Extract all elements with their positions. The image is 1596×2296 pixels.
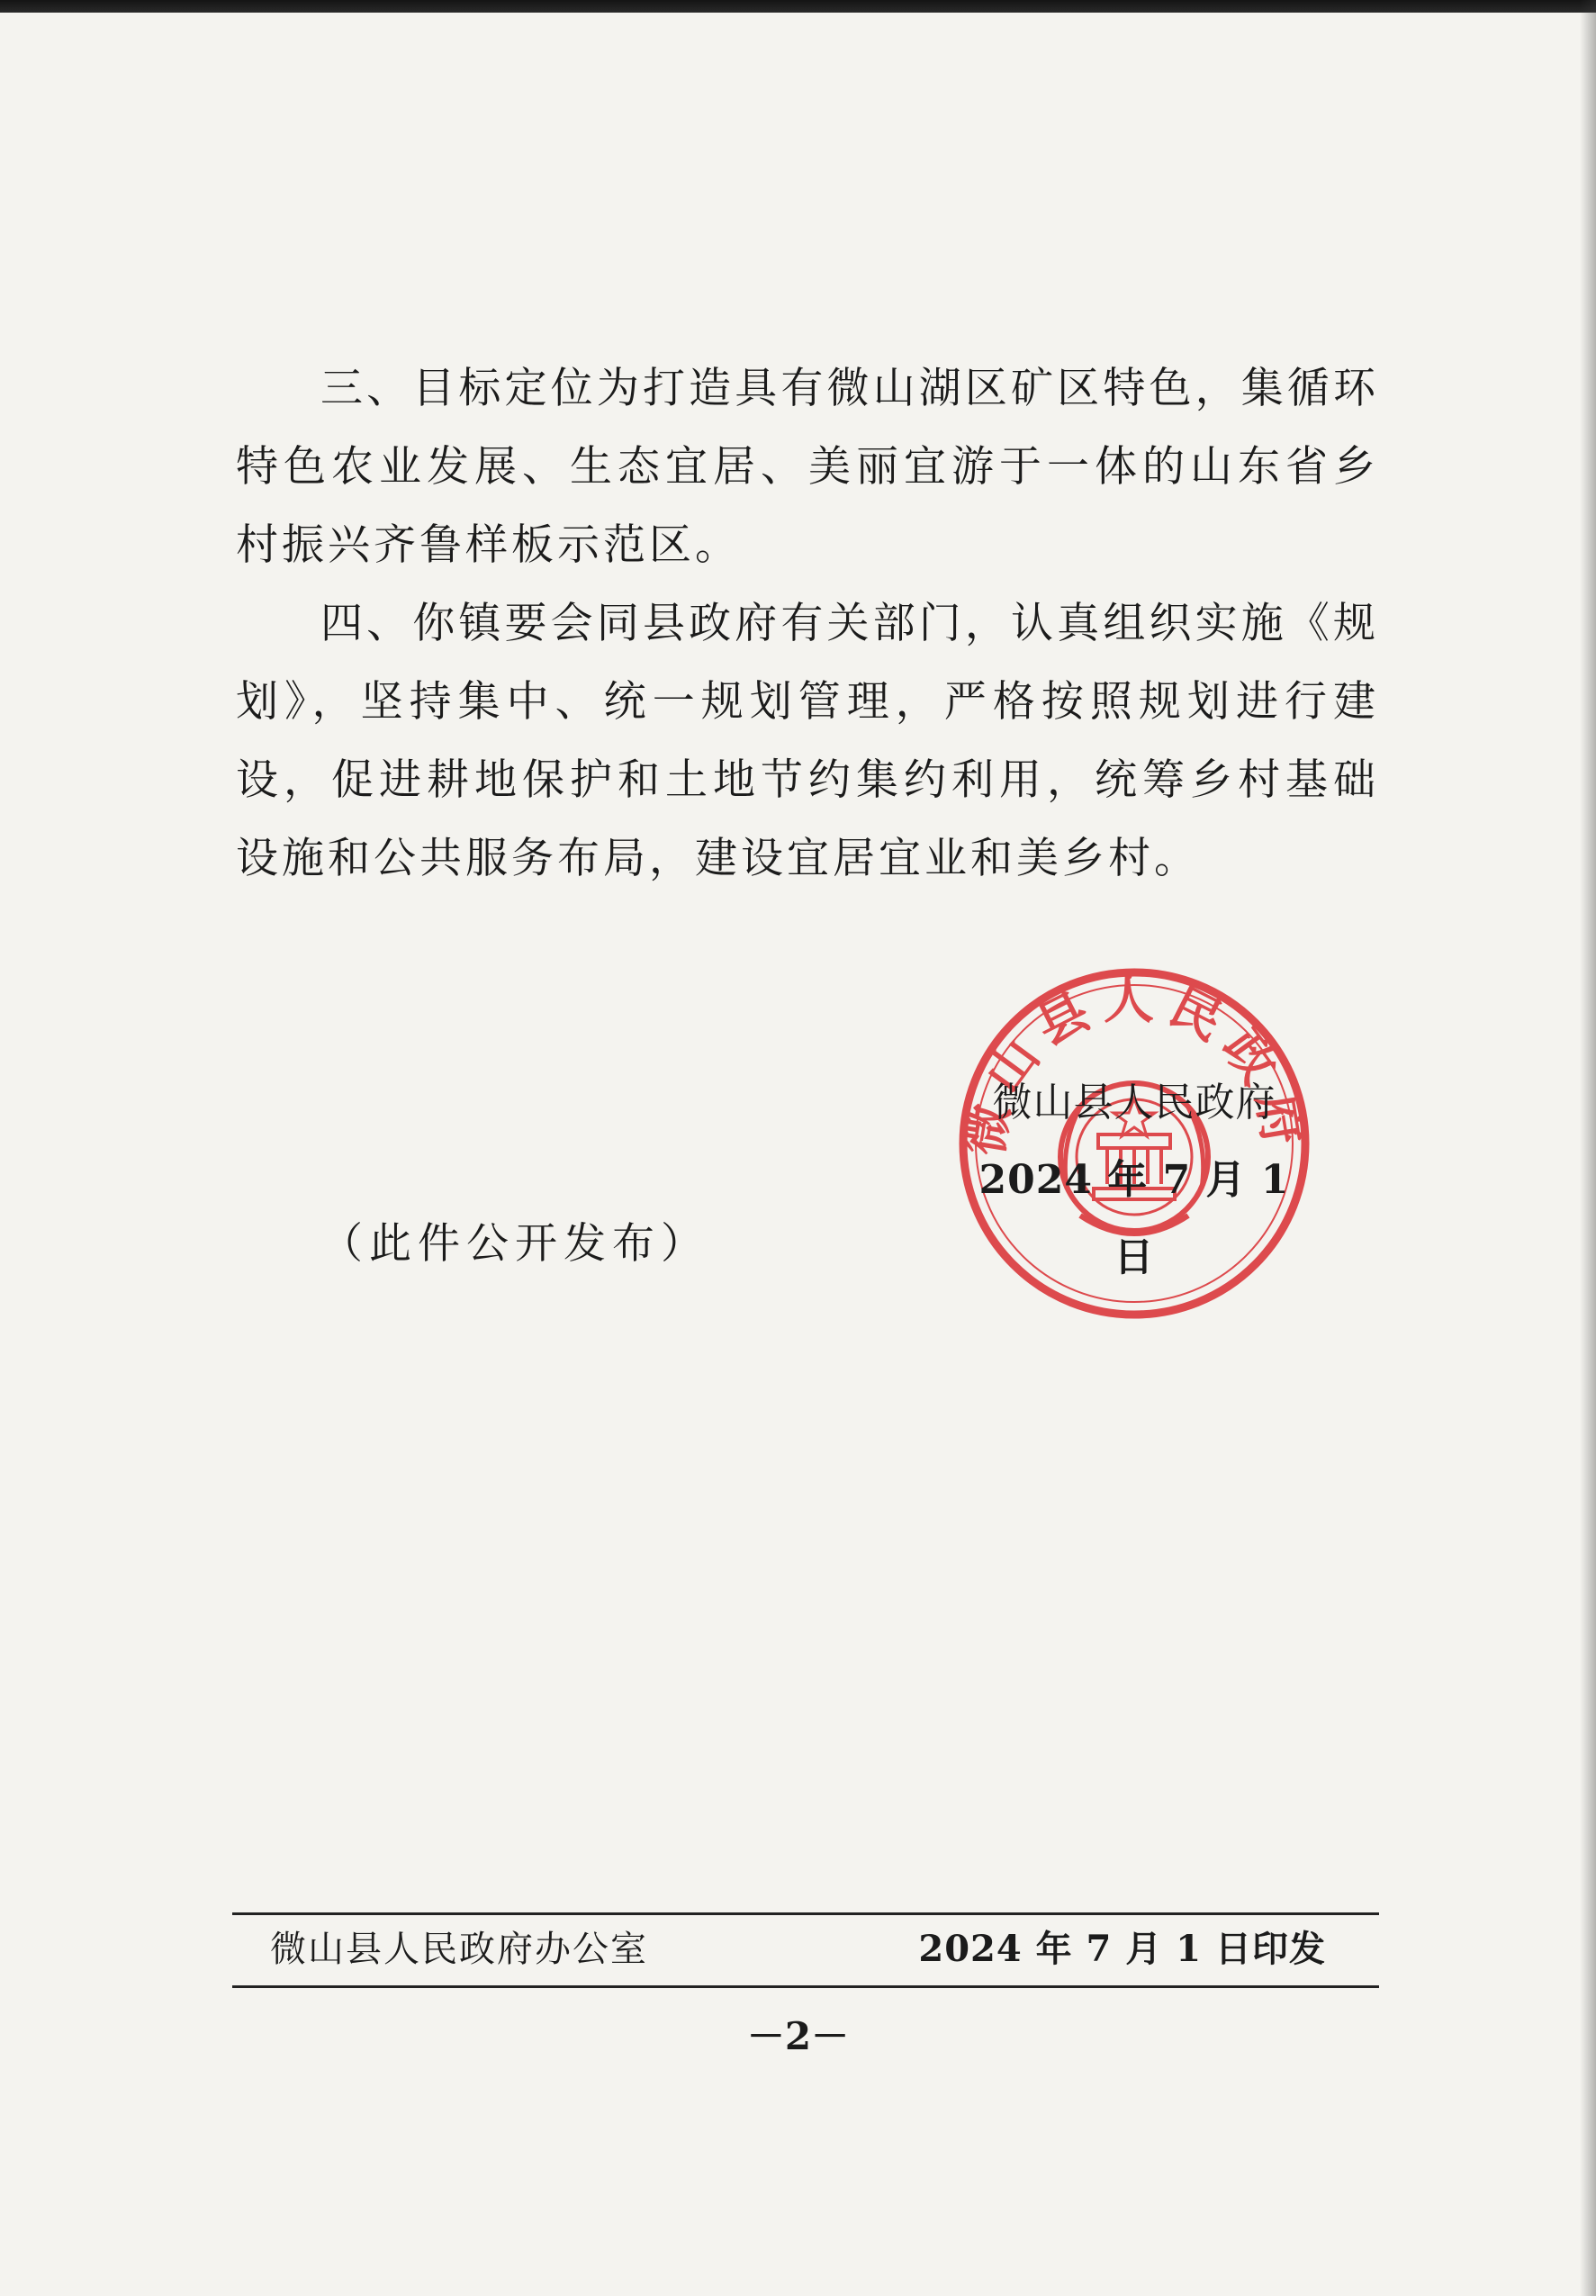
page-number: －2－	[746, 2014, 850, 2058]
footer-issue-date: 2024 年 7 月 1 日印发	[918, 1928, 1326, 1970]
scan-shadow-right	[1580, 0, 1596, 2296]
paragraph-3: 三、目标定位为打造具有微山湖区矿区特色，集循环特色农业发展、生态宜居、美丽宜游于一体的山东省乡村振兴齐鲁样板示范区。	[236, 364, 1379, 570]
footer-issuer: 微山县人民政府办公室	[270, 1929, 648, 1970]
paragraph-4: 四、你镇要会同县政府有关部门，认真组织实施《规划》，坚持集中、统一规划管理，严格按照规划进行建设，促进耕地保护和土地节约集约利用，统筹乡村基础设施和公共服务布局，建设宜居宜业和美乡村。	[236, 599, 1379, 883]
footer-rule-bottom	[232, 1985, 1379, 1988]
publish-note: （此件公开发布）	[320, 1219, 709, 1269]
seal-ring-text: 微山县人民政府	[954, 971, 1314, 1160]
document-body	[236, 349, 1379, 898]
scan-border-top	[0, 0, 1596, 13]
signature-block	[963, 1064, 1305, 1297]
footer-rule-top	[232, 1912, 1379, 1915]
signature-organization: 微山县人民政府	[992, 1080, 1276, 1125]
signature-date: 2024 年 7 月 1 日	[978, 1157, 1290, 1280]
